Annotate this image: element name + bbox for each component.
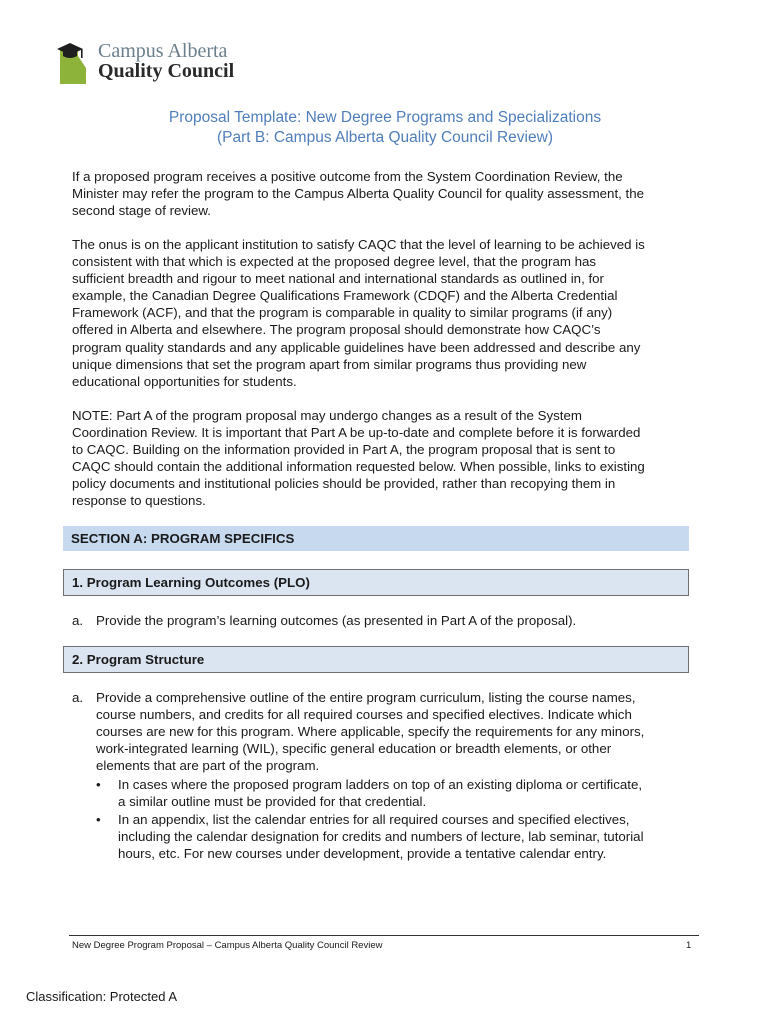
text-line: The onus is on the applicant institution to satisfy CAQC that the level of learning to be achieved is [72,237,645,252]
text-line: hours, etc. For new courses under development, provide a tentative calendar entry. [118,846,607,862]
text-line: example, the Canadian Degree Qualifications Framework (CDQF) and the Alberta Credential [72,288,618,304]
heading-program-structure [63,646,689,673]
section-a-header [63,526,689,551]
bullet-icon: • [96,812,101,827]
item-marker: a. [72,613,84,628]
text-line: courses are new for this program. Where applicable, specify the requirements for any minors, [96,724,645,740]
text-line: consistent with that which is expected at the proposed degree level, that the program has [72,254,597,270]
bullet-text [118,776,642,810]
caqc-logo [56,36,246,88]
document-subtitle: (Part B: Campus Alberta Quality Council Review) [217,129,553,146]
item-text: Provide the program’s learning outcomes (as presented in Part A of the proposal). [96,613,577,628]
text-line: unique dimensions that set the program apart from similar programs thus providing new [72,356,587,372]
text-line: Coordination Review. It is important that Part A be up-to-date and complete before it is forwarded [72,425,641,441]
text-line: offered in Alberta and elsewhere. The program proposal should demonstrate how CAQC’s [72,322,601,338]
section-a-title: SECTION A: PROGRAM SPECIFICS [71,531,295,546]
bullet-text [118,811,644,862]
text-line: CAQC should contain the additional information requested below. When possible, links to existing [72,459,645,475]
text-line: NOTE: Part A of the program proposal may undergo changes as a result of the System [72,408,582,423]
heading-label: 1. Program Learning Outcomes (PLO) [72,575,310,590]
text-line: elements that are part of the program. [96,758,320,774]
note-paragraph [72,407,698,510]
text-line: policy documents and institutional policies should be provided, rather than recopying them in [72,476,616,492]
heading-program-learning-outcomes [63,569,689,596]
footer-text: New Degree Program Proposal – Campus Alberta Quality Council Review [72,940,383,951]
structure-item-a [72,689,698,775]
bullet-icon: • [96,777,101,792]
logo-title-line2: Quality Council [98,60,235,82]
text-line: educational opportunities for students. [72,373,297,389]
text-line: Minister may refer the program to the Campus Alberta Quality Council for quality assessment, the [72,186,645,202]
footer-divider [69,935,699,936]
text-line: sufficient breadth and rigour to meet national and international standards as outlined in, for [72,271,604,287]
text-line: If a proposed program receives a positive outcome from the System Coordination Review, the [72,169,623,184]
item-marker: a. [72,690,84,705]
bullet-item [96,811,696,863]
text-line: Framework (ACF), and that the program is comparable in quality to similar programs (if any) [72,305,613,321]
text-line: response to questions. [72,493,206,509]
plo-item-a [72,612,698,630]
text-line: to CAQC. Building on the information provided in Part A, the program proposal that is sent to [72,442,616,458]
intro-paragraph-2 [72,236,698,390]
text-line: course numbers, and credits for all required courses and specified electives. Indicate which [96,707,632,723]
intro-paragraph-1 [72,168,698,219]
logo-title-line1: Campus Alberta [98,40,228,62]
text-line: In cases where the proposed program ladders on top of an existing diploma or certificate, [118,777,643,792]
alberta-map-graduation-cap-icon [56,40,94,86]
classification-label: Classification: Protected A [26,989,178,1004]
text-line: In an appendix, list the calendar entries for all required courses and specified electives, [118,812,630,827]
document-title: Proposal Template: New Degree Programs and Specializations [168,109,602,126]
page-number: 1 [686,940,692,951]
text-line: including the calendar designation for credits and numbers of lecture, lab seminar, tutorial [118,829,644,845]
text-line: work-integrated learning (WIL), specific general education or breadth elements, or other [96,741,612,757]
item-text [96,689,644,774]
text-line: program quality standards and any applicable guidelines have been addressed and describe any [72,339,641,355]
text-line: second stage of review. [72,203,211,219]
heading-label: 2. Program Structure [72,652,205,667]
text-line: a similar outline must be provided for that credential. [118,794,427,810]
bullet-item [96,776,696,811]
text-line: Provide a comprehensive outline of the entire program curriculum, listing the course names, [96,690,636,705]
